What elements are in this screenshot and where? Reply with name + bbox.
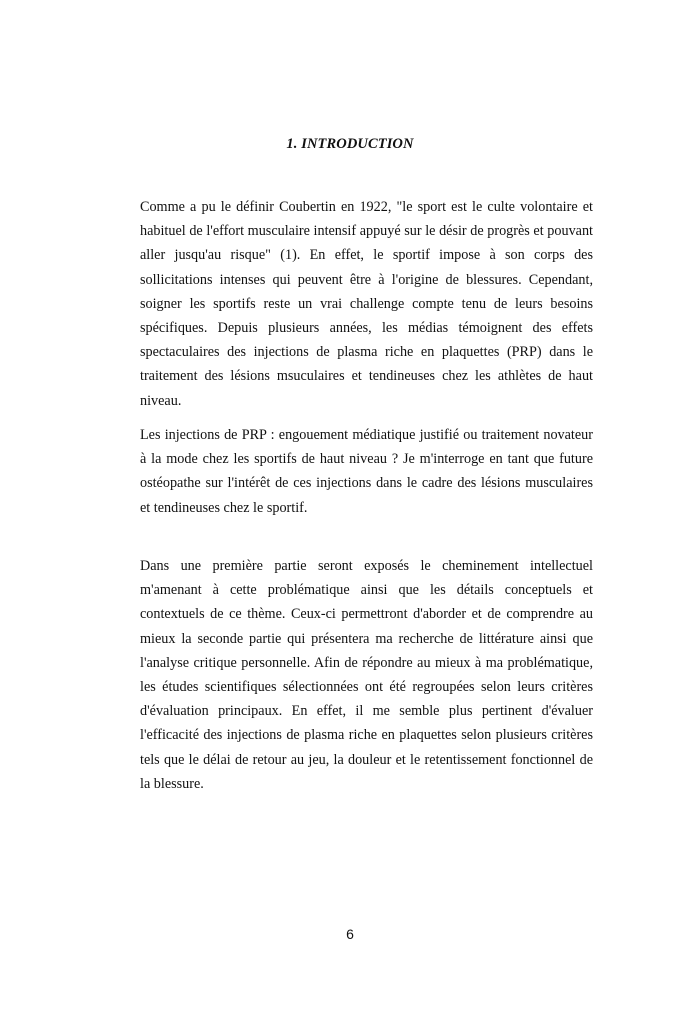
section-title: 1. INTRODUCTION	[286, 136, 414, 152]
paragraph-intro: Comme a pu le définir Coubertin en 1922, "le sport est le culte volontaire et habituel de l'effort musculaire intensif appuyé sur le désir de progrès et pouvant aller jusqu'au risque" (1). En effet, le sportif impose à son corps des sollicitations intenses qui peuvent être à l'origine de blessures. Cependant, soigner les sportifs reste un vrai challenge compte tenu de leurs besoins spécifiques. Depuis plusieurs années, les médias témoignent des effets spectaculaires des injections de plasma riche en plaquettes (PRP) dans le traitement des lésions msuculaires et tendineuses chez les athlètes de haut niveau.	[140, 199, 593, 409]
paragraph-outline: Dans une première partie seront exposés le cheminement intellectuel m'amenant à cette problématique ainsi que les détails conceptuels et contextuels de ce thème. Ceux-ci permettront d'aborder et de comprendre au mieux la seconde partie qui présentera ma recherche de littérature ainsi que l'analyse critique personnelle. Afin de répondre au mieux à ma problématique, les études scientifiques sélectionnées ont été regroupées selon leurs critères d'évaluation principaux. En effet, il me semble plus pertinent d'évaluer l'efficacité des injections de plasma riche en plaquettes selon plusieurs critères tels que le délai de retour au jeu, la douleur et le retentissement fonctionnel de la blessure.	[140, 558, 593, 792]
paragraph-question: Les injections de PRP : engouement médiatique justifié ou traitement novateur à la mode chez les sportifs de haut niveau ? Je m'interroge en tant que future ostéopathe sur l'intérêt de ces injections dans le cadre des lésions musculaires et tendineuses chez le sportif.	[140, 427, 593, 516]
page-number: 6	[346, 926, 354, 942]
